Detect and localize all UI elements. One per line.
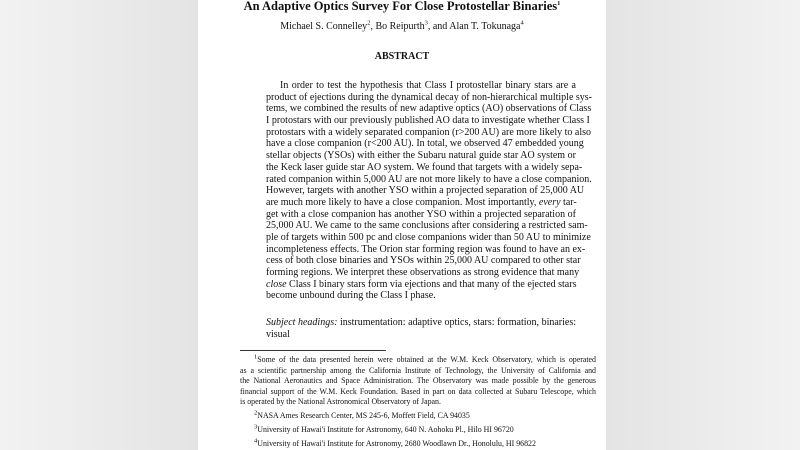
author: Bo Reipurth bbox=[375, 21, 425, 32]
footnote bbox=[240, 411, 596, 422]
footnote-text: University of Hawai'i Institute for Astronomy, 640 N. Aohoku Pl., Hilo HI 96720 bbox=[257, 425, 514, 434]
footnote-text: financial support of the W.M. Keck Foundation. Based in part on data collected at Subaru Telescope, which bbox=[240, 386, 596, 396]
background-left bbox=[0, 0, 198, 450]
author-mark: 4 bbox=[520, 19, 524, 27]
paper-page bbox=[198, 0, 606, 450]
abstract-body bbox=[266, 80, 593, 302]
separator: , bbox=[370, 21, 376, 32]
footnote-text: Some of the data presented herein were obtained at the W.M. Keck Observatory, which is operated bbox=[257, 355, 596, 364]
footnote-mark: 3 bbox=[254, 423, 258, 431]
subject-label: Subject headings: bbox=[266, 317, 338, 328]
footnote-text: University of Hawai'i Institute for Astronomy, 2680 Woodlawn Dr., Honolulu, HI 96822 bbox=[257, 439, 536, 448]
author: Alan T. Tokunaga bbox=[449, 21, 521, 32]
footnote bbox=[240, 425, 596, 436]
footnote-line bbox=[240, 387, 596, 398]
background-right bbox=[606, 0, 800, 450]
abstract-line: ple of targets within 500 pc and close companions wider than 50 AU to minimize bbox=[266, 231, 591, 243]
abstract-line: product of ejections during the dynamical decay of non-hierarchical multiple sys- bbox=[266, 91, 593, 103]
footnote bbox=[240, 355, 596, 408]
footnote-line bbox=[240, 376, 596, 387]
abstract-line: 25,000 AU. We came to the same conclusions after considering a restricted sam- bbox=[266, 220, 588, 232]
footnote-text: is operated by the National Astronomical Observatory of Japan. bbox=[240, 397, 441, 407]
subject-text: instrumentation: adaptive optics, stars: formation, binaries: bbox=[339, 317, 577, 328]
abstract-line: However, targets with another YSO within a projected separation of 25,000 AU bbox=[266, 185, 585, 197]
author-mark: 3 bbox=[424, 19, 428, 27]
paper-title bbox=[198, 0, 606, 14]
abstract-line: protostars with a widely separated companion (r>200 AU) are more likely to also bbox=[266, 126, 591, 138]
abstract-line: get with a close companion has another YSO within a projected separation of bbox=[266, 208, 576, 220]
abstract-line: In order to test the hypothesis that Class I protostellar binary stars are a bbox=[280, 80, 576, 91]
abstract-line: cess of both close binaries and YSOs within 25,000 AU compared to other star bbox=[266, 255, 581, 267]
footnote-mark: 1 bbox=[254, 353, 258, 361]
subject-text: visual bbox=[266, 328, 290, 340]
abstract-line: become unbound during the Class I phase. bbox=[266, 290, 436, 302]
subject-headings bbox=[266, 317, 576, 340]
footnote-line bbox=[240, 366, 596, 377]
footnote-text: as a scientific partnership among the California Institute of Technology, the University of California and bbox=[240, 365, 596, 375]
abstract-line: incompleteness effects. The Orion star forming region was found to have an ex- bbox=[266, 243, 586, 255]
abstract-line: forming regions. We interpret these observations as strong evidence that many bbox=[266, 267, 580, 278]
abstract-line: the Keck laser guide star AO system. We found that targets with a widely sepa- bbox=[266, 161, 583, 173]
abstract-line: tems, we combined the results of new adaptive optics (AO) observations of Class bbox=[266, 103, 592, 115]
abstract-line: close Class I binary stars form via ejections and that many of the ejected stars bbox=[266, 278, 577, 290]
footnote-mark: 2 bbox=[254, 409, 258, 417]
footnote bbox=[240, 439, 596, 450]
footnote-line bbox=[240, 397, 596, 408]
footnote-mark: 4 bbox=[254, 437, 258, 445]
abstract-line: I protostars with our previously published AO data to investigate whether Class I bbox=[266, 115, 590, 127]
footnote-line bbox=[240, 355, 596, 366]
abstract-line: are much more likely to have a close companion. Most importantly, every tar- bbox=[266, 196, 577, 208]
title-text: An Adaptive Optics Survey For Close Protostellar Binaries bbox=[243, 0, 558, 13]
abstract-line: rated companion within 5,000 AU are not more likely to have a close companion. bbox=[266, 173, 592, 185]
title-footnote-mark: 1 bbox=[557, 0, 561, 7]
author: Michael S. Connelley bbox=[280, 21, 368, 32]
abstract-line: have a close companion (r<200 AU). In total, we observed 47 embedded young bbox=[266, 138, 584, 150]
footnote-text: NASA Ames Research Center, MS 245-6, Moffett Field, CA 94035 bbox=[257, 411, 470, 420]
author-list bbox=[198, 21, 606, 32]
footnote-rule bbox=[240, 350, 386, 351]
separator: , and bbox=[427, 21, 450, 32]
abstract-line: stellar objects (YSOs) with either the Subaru natural guide star AO system or bbox=[266, 150, 576, 162]
footnote-line bbox=[240, 411, 596, 422]
footnote-text: the National Aeronautics and Space Administration. The Observatory was made possible by the generous bbox=[240, 376, 596, 386]
abstract-heading: ABSTRACT bbox=[374, 51, 430, 62]
footnote-line bbox=[240, 439, 596, 450]
author-mark: 2 bbox=[367, 19, 371, 27]
footnote-line bbox=[240, 425, 596, 436]
